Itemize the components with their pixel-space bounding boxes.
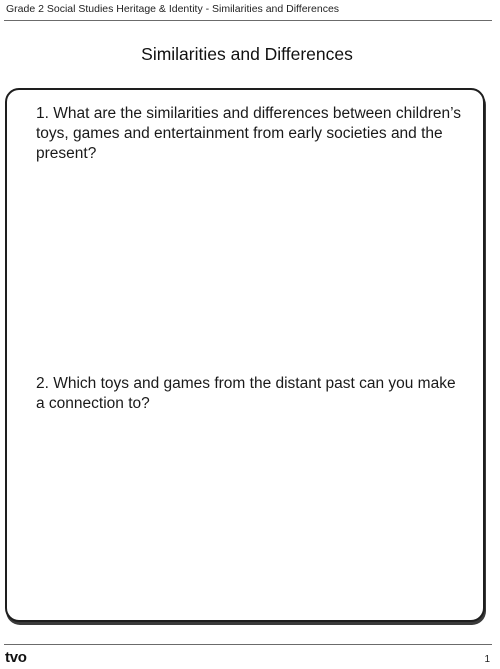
question-1: 1. What are the similarities and differences between children’s toys, games and entertainment from early societies and the present? <box>36 105 462 162</box>
tvo-logo: tvo <box>5 649 27 666</box>
header-divider <box>4 20 492 21</box>
document-header: Grade 2 Social Studies Heritage & Identity - Similarities and Differences <box>6 3 340 15</box>
question-card <box>5 88 485 622</box>
page-number: 1 <box>484 654 490 665</box>
page-title: Similarities and Differences <box>141 44 353 64</box>
footer-divider <box>4 644 492 645</box>
question-2: 2. Which toys and games from the distant past can you make a connection to? <box>36 375 456 412</box>
